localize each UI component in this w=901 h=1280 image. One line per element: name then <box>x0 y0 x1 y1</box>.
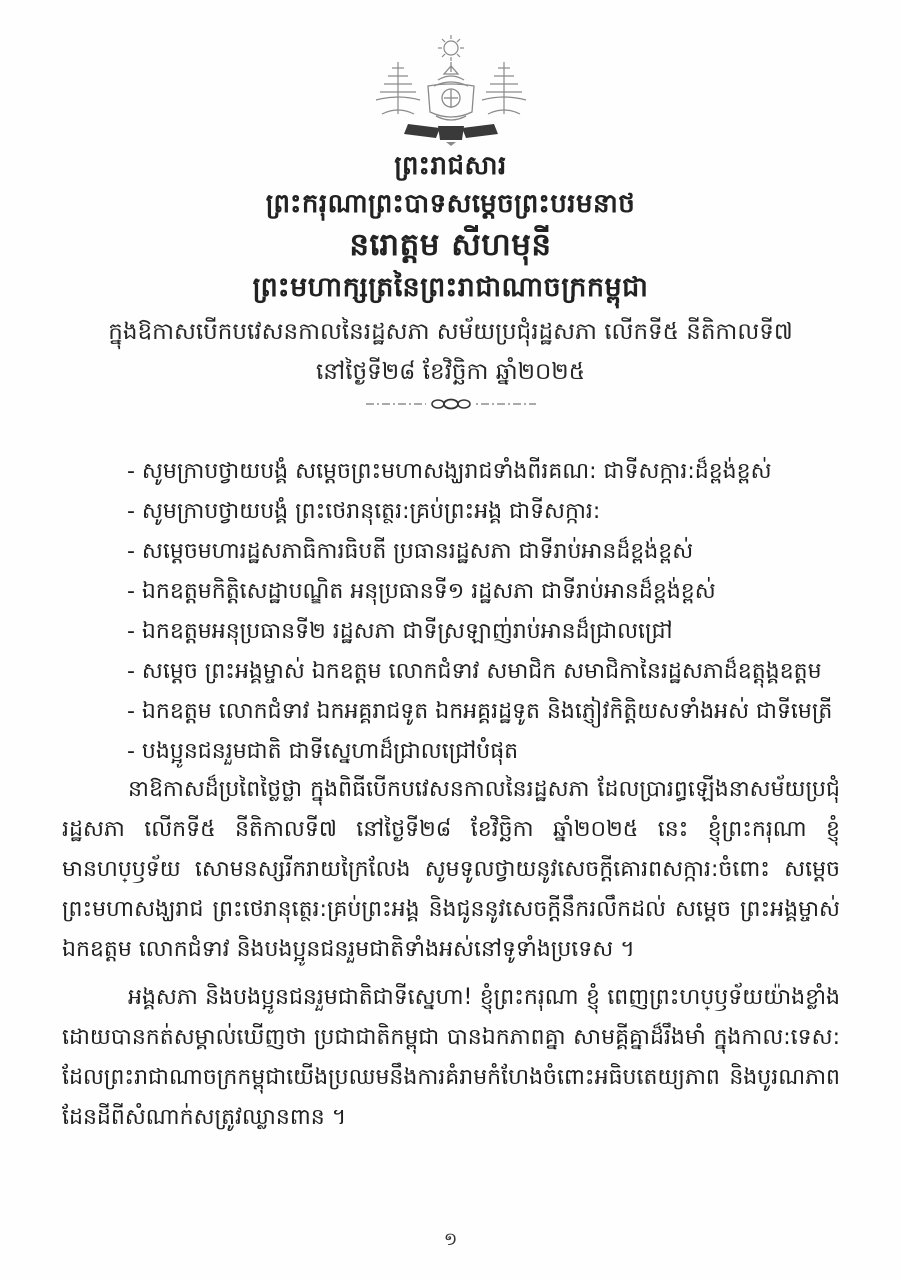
page-number: ១ <box>443 1229 458 1250</box>
title-royal-message: ព្រះរាជសារ <box>394 151 507 181</box>
salutation-line: - ឯកឧត្តមអនុប្រធានទី២ រដ្ឋសភា ជាទីស្រឡាញ់រាប់អានដ៏ជ្រាលជ្រៅ <box>127 619 673 644</box>
royal-arms-of-cambodia-icon <box>356 34 546 146</box>
salutation-line: - ឯកឧត្តមកិត្តិសេដ្ឋាបណ្ឌិត អនុប្រធានទី១ រដ្ឋសភា ជាទីរាប់អានដ៏ខ្ពង់ខ្ពស់ <box>127 579 716 604</box>
salutation-line: - បងប្អូនជនរួមជាតិ ជាទីស្នេហាដ៏ជ្រាលជ្រៅបំផុត <box>127 739 519 764</box>
salutation-line: - សូមក្រាបថ្វាយបង្គំ សម្តេចព្រះមហាសង្ឃរាជទាំងពីរគណ: ជាទីសក្ការ:ដ៏ខ្ពង់ខ្ពស់ <box>127 459 772 484</box>
subtitle-date: នៅថ្ងៃទី២៨ ខែវិច្ឆិកា ឆ្នាំ២០២៥ <box>316 359 585 386</box>
salutation-list <box>127 452 843 772</box>
body-paragraph-2: អង្គសភា និងបងប្អូនជនរួមជាតិជាទីស្នេហា! ខ្ញុំព្រះករុណា ខ្ញុំ ពេញព្រះហប្ឫទ័យយ៉ាងខ្លាំង ដោយបានកត់សម្គាល់ឃើញថា ប្រជាជាតិកម្ពុជា បានឯកភាពគ្នា សាមគ្គីគ្នាដ៏រឹងមាំ ក្នុងកាល:ទេស: ដែលព្រះរាជាណាចក្រកម្ពុជាយើងប្រឈមនឹងការគំរាមកំហែងចំពោះអធិបតេយ្យភាព និងបូរណភាព ដែនដីពីសំណាក់សត្រូវឈ្លានពាន ។ <box>62 985 840 1130</box>
title-king-name: នរោត្តម សីហមុនី <box>349 227 552 264</box>
title-king-of-cambodia: ព្រះមហាក្សត្រនៃព្រះរាជាណាចក្រកម្ពុជា <box>252 272 649 304</box>
title-block <box>0 148 901 307</box>
salutation-line: - សូមក្រាបថ្វាយបង្គំ ព្រះថេរានុត្ថេរ:គ្រប់ព្រះអង្គ ជាទីសក្ការ: <box>127 499 601 524</box>
subtitle-block <box>0 312 901 393</box>
body-paragraph-1: នាឱកាសដ៏ប្រពៃថ្លៃថ្លា ក្នុងពិធីបើកបវេសនកាលនៃរដ្ឋសភា ដែលប្រារព្ធឡើងនាសម័យប្រជុំ រដ្ឋសភា លើកទី៥ នីតិកាលទី៧ នៅថ្ងៃទី២៨ ខែវិច្ឆិកា ឆ្នាំ២០២៥ នេះ ខ្ញុំព្រះករុណា ខ្ញុំ មានហប្ឫទ័យ សោមនស្សរីករាយក្រៃលែង សូមទូលថ្វាយនូវសេចក្តីគោរពសក្ការ:ចំពោះ សម្តេចព្រះមហាសង្ឃរាជ ព្រះថេរានុត្ថេរ:គ្រប់ព្រះអង្គ និងជូននូវសេចក្តីនឹករលឹកដល់ សម្តេច ព្រះអង្គម្ចាស់ ឯកឧត្តម លោកជំទាវ និងបងប្អូនជនរួមជាតិទាំងអស់នៅទូទាំងប្រទេស ។ <box>62 777 840 962</box>
salutation-line: - សម្តេចមហារដ្ឋសភាធិការធិបតី ប្រធានរដ្ឋសភា ជាទីរាប់អានដ៏ខ្ពង់ខ្ពស់ <box>127 539 694 564</box>
ornament-divider <box>366 396 536 412</box>
salutation-line: - ឯកឧត្តម លោកជំទាវ ឯកអគ្គរាជទូត ឯកអគ្គរដ្ឋទូត និងភ្ញៀវកិត្តិយសទាំងអស់ ជាទីមេត្រី <box>127 699 833 724</box>
title-royal-style: ព្រះករុណាព្រះបាទសម្តេចព្រះបរមនាថ <box>265 188 636 219</box>
salutation-line: - សម្តេច ព្រះអង្គម្ចាស់ ឯកឧត្តម លោកជំទាវ សមាជិក សមាជិកានៃរដ្ឋសភាដ៏ឧត្តុង្គឧត្តម <box>127 659 822 684</box>
subtitle-occasion: ក្នុងឱកាសបើកបវេសនកាលនៃរដ្ឋសភា សម័យប្រជុំរដ្ឋសភា លើកទី៥ នីតិកាលទី៧ <box>108 319 793 345</box>
